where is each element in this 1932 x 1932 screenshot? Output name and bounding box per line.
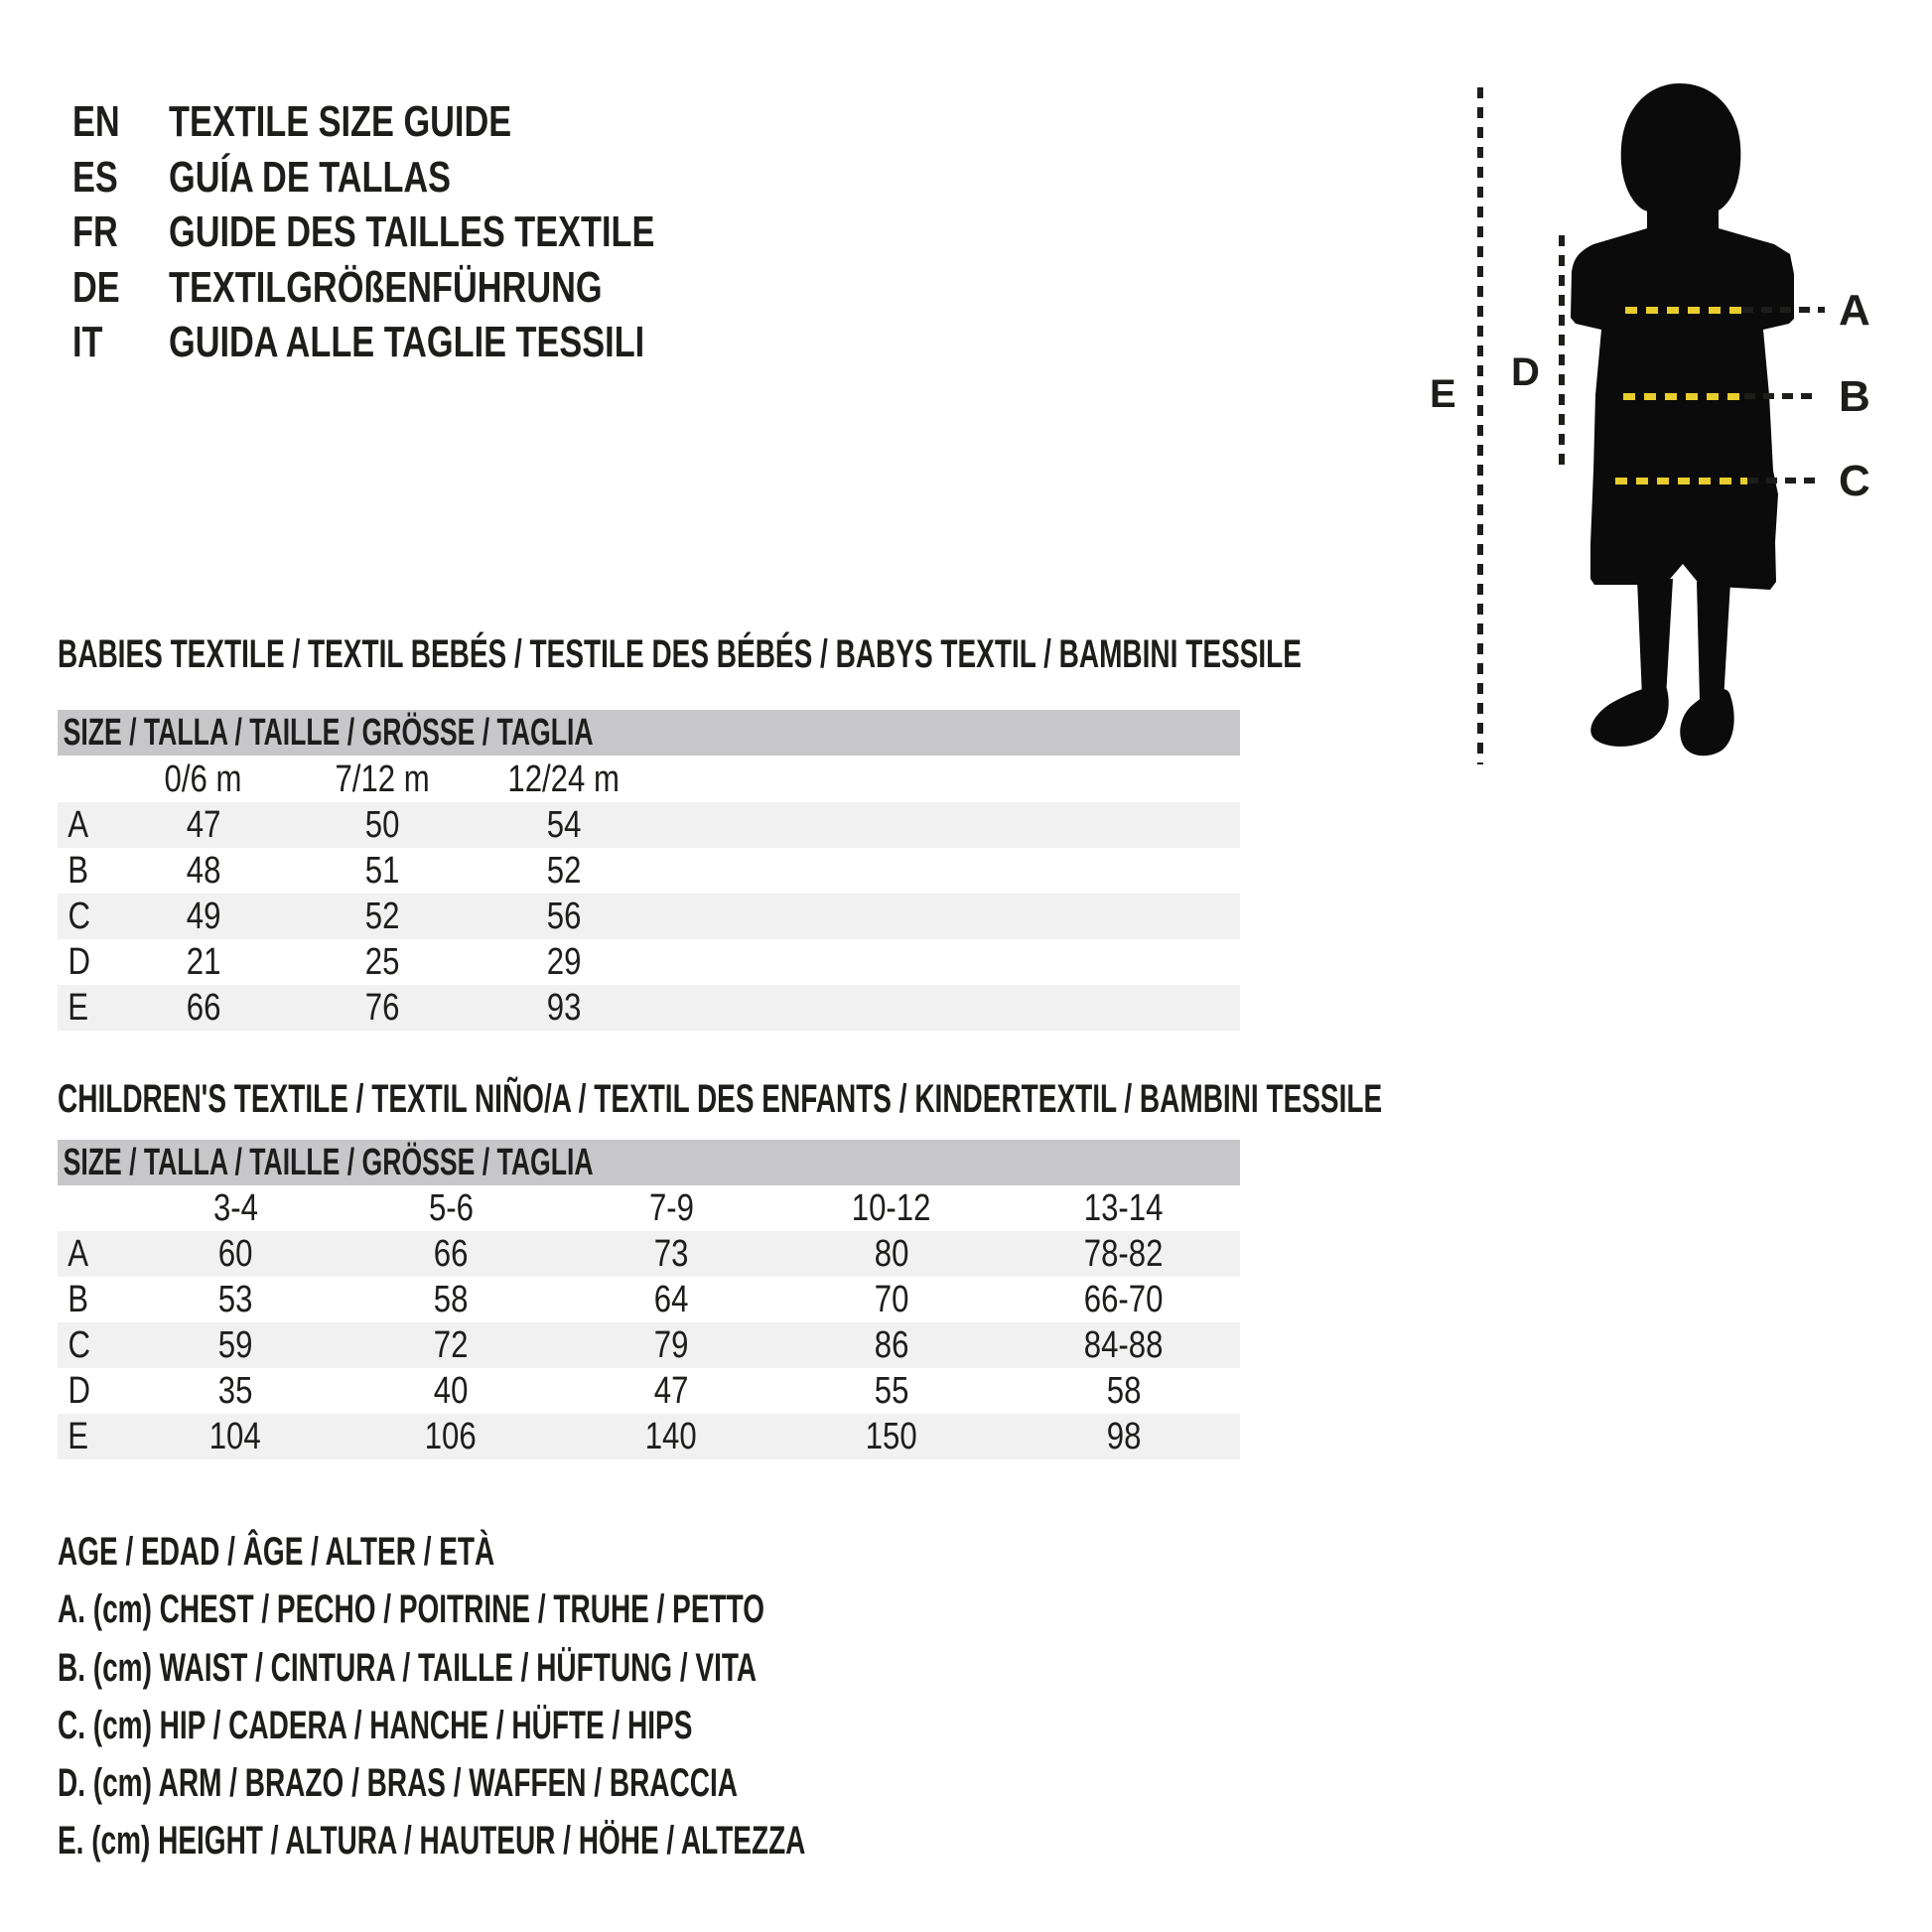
size-value-cell-text: 60 (217, 1233, 253, 1275)
table-row-A (58, 802, 1240, 848)
row-letter-text: C (68, 896, 90, 937)
legend-line-text: D. (cm) ARM / BRAZO / BRAS / WAFFEN / BRACCIA (58, 1761, 738, 1806)
language-title (169, 320, 778, 365)
language-title-text: TEXTILGRÖßENFÜHRUNG (169, 262, 603, 312)
silhouette-left-shoe (1590, 686, 1668, 747)
size-value-cell-text: 53 (217, 1279, 253, 1320)
size-value-cell (136, 1277, 335, 1322)
size-value-cell-text: 21 (186, 941, 221, 983)
legend-age-line (58, 1523, 1126, 1581)
marker-label-D: D (1511, 350, 1540, 394)
size-value-cell-text: 52 (546, 850, 582, 892)
language-list (72, 99, 791, 375)
column-header-row (58, 757, 1240, 802)
babies-size-table (58, 757, 1240, 1031)
size-value-cell (283, 894, 482, 939)
language-title-text: TEXTILE SIZE GUIDE (169, 97, 512, 146)
legend-item (58, 1639, 1126, 1697)
size-value-cell (104, 985, 303, 1031)
row-letter (66, 1368, 92, 1414)
size-value-cell-text: 104 (209, 1416, 261, 1457)
size-value-cell-text: 50 (364, 804, 400, 846)
size-value-cell-text: 48 (186, 850, 221, 892)
size-value-cell (283, 939, 482, 985)
marker-label-C: C (1839, 457, 1870, 505)
row-letter (66, 1322, 92, 1368)
size-value-cell-text: 72 (433, 1324, 469, 1366)
column-header-text: 12/24 m (507, 759, 621, 800)
legend-item (58, 1754, 1126, 1812)
size-value-cell-text: 55 (874, 1370, 909, 1412)
language-row-es (72, 152, 791, 210)
babies-size-header-label: SIZE / TALLA / TAILLE / GRÖSSE / TAGLIA (63, 711, 594, 754)
size-value-cell-text: 47 (186, 804, 221, 846)
table-row-A (58, 1231, 1240, 1277)
table-row-E (58, 985, 1240, 1031)
row-letter-text: E (68, 987, 89, 1029)
size-value-cell (136, 1414, 335, 1459)
size-value-cell-text: 140 (645, 1416, 697, 1457)
size-value-cell (104, 802, 303, 848)
language-title-text: GUÍA DE TALLAS (169, 152, 452, 202)
row-letter-text: D (68, 941, 90, 983)
table-row-C (58, 1322, 1240, 1368)
size-value-cell-text: 35 (217, 1370, 253, 1412)
row-letter (66, 985, 90, 1031)
size-value-cell (465, 985, 663, 1031)
size-value-cell-text: 79 (653, 1324, 689, 1366)
language-code (72, 209, 169, 255)
language-row-en (72, 99, 791, 155)
size-value-cell-text: 59 (217, 1324, 253, 1366)
size-value-cell (572, 1277, 770, 1322)
size-value-cell-text: 51 (364, 850, 400, 892)
size-value-cell-text: 66 (186, 987, 221, 1029)
size-value-cell-text: 86 (874, 1324, 909, 1366)
size-value-cell (351, 1322, 550, 1368)
size-value-cell-text: 150 (866, 1416, 917, 1457)
column-header-text: 10-12 (852, 1187, 931, 1229)
size-value-cell (283, 848, 482, 894)
language-row-fr (72, 209, 791, 265)
legend-line-text: A. (cm) CHEST / PECHO / POITRINE / TRUHE / PETTO (58, 1587, 765, 1632)
size-value-cell-text: 47 (653, 1370, 689, 1412)
size-value-cell-text: 73 (653, 1233, 689, 1275)
size-value-cell (1025, 1322, 1223, 1368)
children-size-table (58, 1185, 1240, 1459)
size-value-cell (572, 1231, 770, 1277)
row-letter-text: B (68, 850, 89, 892)
column-header-text: 0/6 m (165, 759, 242, 800)
language-row-it (72, 320, 791, 375)
language-title-text: GUIDA ALLE TAGLIE TESSILI (169, 318, 645, 366)
table-row-D (58, 1368, 1240, 1414)
column-header (792, 1185, 991, 1231)
row-letter-text: A (68, 804, 89, 846)
column-header-text: 3-4 (212, 1187, 258, 1229)
size-value-cell-text: 29 (546, 941, 582, 983)
column-header (1025, 1185, 1223, 1231)
size-value-cell (1025, 1231, 1223, 1277)
size-value-cell (1025, 1414, 1223, 1459)
legend-item (58, 1812, 1126, 1869)
marker-label-E: E (1430, 372, 1456, 416)
size-value-cell (104, 848, 303, 894)
row-letter-text: E (68, 1416, 89, 1457)
chest-measure-line-A (1625, 307, 1742, 314)
column-header (572, 1185, 770, 1231)
arm-measure-line-D (1559, 235, 1565, 470)
size-value-cell (136, 1231, 335, 1277)
language-code-text: EN (72, 97, 120, 146)
legend-line-text: B. (cm) WAIST / CINTURA / TAILLE / HÜFTUNG / VITA (58, 1645, 758, 1690)
size-value-cell (792, 1322, 991, 1368)
legend-line-text: AGE / EDAD / ÂGE / ALTER / ETÀ (58, 1530, 495, 1574)
measurement-legend (58, 1523, 1126, 1870)
language-code-text: ES (72, 152, 118, 202)
language-code-text: FR (72, 207, 118, 256)
column-header-row (58, 1185, 1240, 1231)
size-value-cell-text: 40 (433, 1370, 469, 1412)
column-header (465, 757, 663, 802)
waist-measure-line-B-ext (1744, 393, 1820, 399)
language-code-text: IT (72, 318, 103, 366)
table-row-B (58, 1277, 1240, 1322)
language-title (169, 99, 609, 145)
column-header-text: 7/12 m (335, 759, 430, 800)
language-title (169, 209, 791, 255)
row-letter (66, 894, 92, 939)
size-value-cell-text: 93 (546, 987, 582, 1029)
size-value-cell-text: 80 (874, 1233, 909, 1275)
hip-measure-line-C-ext (1747, 478, 1820, 483)
size-value-cell-text: 70 (874, 1279, 909, 1320)
size-value-cell-text: 84-88 (1084, 1324, 1164, 1366)
waist-measure-line-B (1623, 393, 1744, 400)
marker-label-A: A (1839, 286, 1870, 335)
babies-size-header-bar (58, 710, 1240, 756)
table-row-B (58, 848, 1240, 894)
row-letter-text: C (68, 1324, 90, 1366)
row-letter-text: A (68, 1233, 89, 1275)
size-value-cell (1025, 1368, 1223, 1414)
children-size-header-bar (58, 1140, 1240, 1185)
row-letter-text: D (68, 1370, 90, 1412)
size-value-cell (792, 1414, 991, 1459)
row-letter (66, 1231, 90, 1277)
language-code (72, 99, 169, 145)
language-title (169, 262, 725, 312)
column-header (104, 757, 303, 802)
size-value-cell-text: 76 (364, 987, 400, 1029)
size-value-cell (136, 1368, 335, 1414)
size-value-cell (465, 894, 663, 939)
hip-measure-line-C (1615, 478, 1747, 484)
size-value-cell-text: 56 (546, 896, 582, 937)
row-letter-text: B (68, 1279, 89, 1320)
row-letter (66, 1277, 90, 1322)
column-header-text: 13-14 (1084, 1187, 1164, 1229)
children-size-header-label: SIZE / TALLA / TAILLE / GRÖSSE / TAGLIA (63, 1141, 594, 1183)
size-value-cell (792, 1368, 991, 1414)
size-value-cell (572, 1322, 770, 1368)
size-value-cell-text: 49 (186, 896, 221, 937)
table-row-C (58, 894, 1240, 939)
size-value-cell-text: 58 (433, 1279, 469, 1320)
size-value-cell (351, 1277, 550, 1322)
legend-line-text: E. (cm) HEIGHT / ALTURA / HAUTEUR / HÖHE / ALTEZZA (58, 1819, 806, 1863)
size-value-cell (104, 939, 303, 985)
size-value-cell (351, 1231, 550, 1277)
language-code-text: DE (72, 262, 120, 312)
size-value-cell-text: 58 (1106, 1370, 1142, 1412)
marker-label-B: B (1839, 372, 1870, 421)
column-header-text: 7-9 (648, 1187, 694, 1229)
size-value-cell (351, 1414, 550, 1459)
babies-section-title: BABIES TEXTILE / TEXTIL BEBÉS / TESTILE DES BÉBÉS / BABYS TEXTIL / BAMBINI TESSILE (58, 632, 1302, 676)
row-letter (66, 1414, 90, 1459)
table-row-D (58, 939, 1240, 985)
language-code (72, 152, 169, 202)
legend-item (58, 1697, 1126, 1754)
size-value-cell (792, 1277, 991, 1322)
language-title (169, 152, 530, 202)
size-value-cell (465, 939, 663, 985)
column-header-text: 5-6 (428, 1187, 474, 1229)
size-value-cell-text: 78-82 (1084, 1233, 1164, 1275)
silhouette-right-shoe (1680, 689, 1733, 756)
column-header (351, 1185, 550, 1231)
language-row-de (72, 262, 791, 321)
size-value-cell-text: 66-70 (1084, 1279, 1164, 1320)
chest-measure-line-A-ext (1742, 307, 1825, 313)
legend-item (58, 1581, 1126, 1638)
size-value-cell (572, 1414, 770, 1459)
row-letter (66, 939, 92, 985)
row-letter (66, 802, 90, 848)
language-code (72, 320, 169, 365)
legend-line-text: C. (cm) HIP / CADERA / HANCHE / HÜFTE / HIPS (58, 1703, 693, 1747)
size-value-cell-text: 54 (546, 804, 582, 846)
size-value-cell-text: 66 (433, 1233, 469, 1275)
size-value-cell (283, 985, 482, 1031)
size-value-cell-text: 64 (653, 1279, 689, 1320)
children-section-title: CHILDREN'S TEXTILE / TEXTIL NIÑO/A / TEXTIL DES ENFANTS / KINDERTEXTIL / BAMBINI TESSILE (58, 1077, 1383, 1121)
size-value-cell (465, 802, 663, 848)
language-title-text: GUIDE DES TAILLES TEXTILE (169, 207, 655, 256)
size-value-cell (1025, 1277, 1223, 1322)
size-value-cell (136, 1322, 335, 1368)
size-value-cell-text: 52 (364, 896, 400, 937)
size-value-cell (351, 1368, 550, 1414)
size-value-cell (283, 802, 482, 848)
column-header (136, 1185, 335, 1231)
size-value-cell (572, 1368, 770, 1414)
silhouette-head (1621, 83, 1741, 216)
size-value-cell-text: 98 (1106, 1416, 1142, 1457)
size-value-cell-text: 106 (425, 1416, 477, 1457)
size-value-cell (465, 848, 663, 894)
size-value-cell (792, 1231, 991, 1277)
table-row-E (58, 1414, 1240, 1459)
size-value-cell (104, 894, 303, 939)
row-letter (66, 848, 90, 894)
language-code (72, 262, 169, 312)
column-header (283, 757, 482, 802)
size-value-cell-text: 25 (364, 941, 400, 983)
